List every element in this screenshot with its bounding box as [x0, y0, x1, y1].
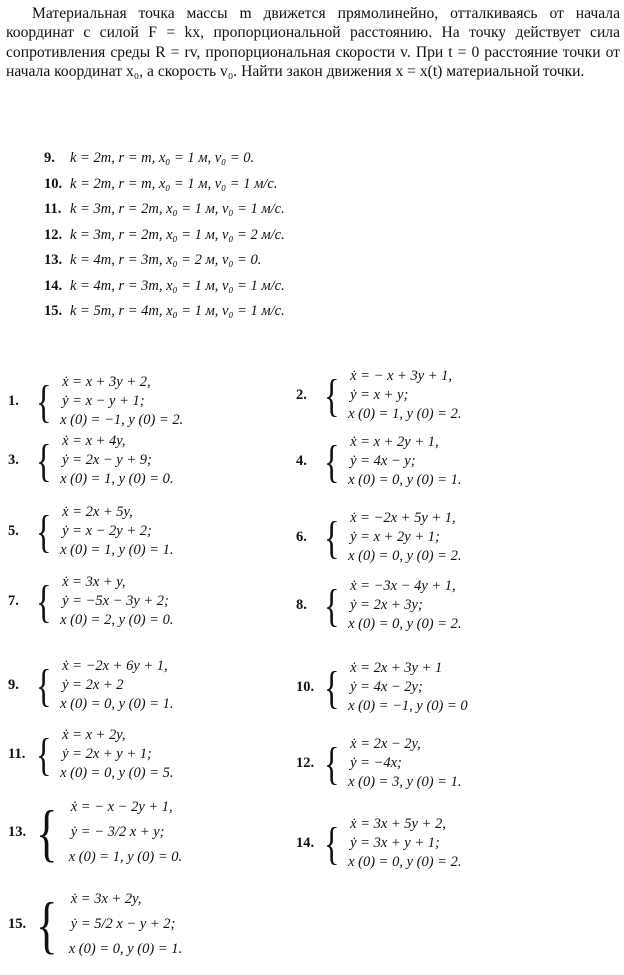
brace-icon: { [324, 737, 340, 789]
brace-icon: { [36, 505, 52, 557]
equation-x: ẋ = x + 3y + 2, [62, 374, 151, 390]
system-equations [62, 726, 173, 783]
initial-conditions: x (0) = 1, y (0) = 2. [348, 406, 462, 422]
brace-icon: { [36, 796, 58, 868]
equation-y: ẏ = x − 2y + 2; [62, 523, 152, 539]
ode-system [8, 657, 173, 714]
variant-number: 10. [44, 175, 63, 192]
system-equations [62, 432, 173, 489]
ode-system [8, 503, 173, 560]
initial-conditions: x (0) = 1, y (0) = 0. [68, 849, 183, 865]
ode-system [296, 815, 461, 872]
variant-number: 13. [44, 252, 63, 268]
brace-icon: { [36, 728, 52, 780]
equation-y: ẏ = x + y; [350, 387, 409, 403]
system-equations [62, 503, 173, 560]
ode-system [8, 726, 173, 783]
variant-row [44, 248, 564, 274]
variant-conditions: k = 2m, r = m, x₀ = 1 м, v₀ = 0. [70, 150, 255, 166]
variant-conditions: k = 4m, r = 3m, x₀ = 1 м, v₀ = 1 м/с. [70, 277, 285, 294]
variant-row [44, 274, 564, 300]
equation-x: ẋ = x + 4y, [62, 433, 126, 449]
variant-row [44, 223, 564, 249]
initial-conditions: x (0) = 3, y (0) = 1. [348, 774, 462, 790]
ode-system [296, 367, 461, 424]
system-equations [62, 573, 173, 630]
system-equations [350, 577, 461, 634]
initial-conditions: x (0) = 0, y (0) = 1. [68, 941, 183, 957]
system-equations [62, 657, 173, 714]
system-number: 2. [296, 387, 307, 403]
system-equations [350, 509, 461, 566]
brace-icon: { [36, 434, 52, 486]
equation-x: ẋ = −2x + 6y + 1, [62, 658, 168, 674]
equation-y: ẏ = 5/2 x − y + 2; [70, 916, 176, 932]
brace-icon: { [36, 888, 58, 960]
system-number: 4. [296, 453, 307, 469]
ode-system [296, 659, 468, 716]
variant-number: 12. [44, 226, 63, 243]
system-number: 15. [8, 916, 27, 932]
initial-conditions: x (0) = 0, y (0) = 2. [348, 616, 462, 632]
equation-y: ẏ = 2x + 2 [62, 677, 124, 693]
system-number: 14. [296, 835, 315, 851]
variant-number: 9. [44, 150, 55, 166]
system-equations [68, 798, 183, 867]
equation-y: ẏ = 4x − y; [350, 453, 416, 469]
system-number: 10. [296, 679, 315, 695]
variant-conditions: k = 2m, r = m, x₀ = 1 м, v₀ = 1 м/с. [70, 175, 278, 192]
variant-conditions: k = 3m, r = 2m, x₀ = 1 м, v₀ = 1 м/с. [70, 201, 285, 217]
initial-conditions: x (0) = 0, y (0) = 2. [348, 548, 462, 564]
problem-statement [6, 4, 620, 82]
variant-row [44, 197, 564, 223]
ode-system [8, 798, 182, 867]
initial-conditions: x (0) = 1, y (0) = 1. [60, 542, 174, 558]
equation-x: ẋ = 2x + 5y, [62, 504, 133, 520]
equation-y: ẏ = −4x; [350, 755, 402, 771]
equation-y: ẏ = 3x + y + 1; [350, 835, 440, 851]
system-number: 9. [8, 677, 19, 693]
variant-list [44, 146, 564, 325]
equation-x: ẋ = 3x + 2y, [70, 891, 142, 907]
system-equations [350, 815, 461, 872]
system-equations [62, 373, 183, 430]
equation-x: ẋ = −3x − 4y + 1, [350, 578, 456, 594]
brace-icon: { [36, 375, 52, 427]
system-equations [350, 367, 461, 424]
initial-conditions: x (0) = 2, y (0) = 0. [60, 612, 174, 628]
system-number: 11. [8, 746, 26, 762]
variant-conditions: k = 5m, r = 4m, x₀ = 1 м, v₀ = 1 м/с. [70, 303, 285, 319]
initial-conditions: x (0) = −1, y (0) = 0 [348, 698, 468, 714]
variant-number: 14. [44, 277, 63, 294]
brace-icon: { [324, 579, 340, 631]
system-equations [350, 735, 461, 792]
ode-system [8, 432, 173, 489]
variant-number: 11. [44, 201, 62, 217]
brace-icon: { [324, 435, 340, 487]
equation-y: ẏ = 2x + y + 1; [62, 746, 152, 762]
equation-y: ẏ = − 3/2 x + y; [70, 824, 165, 840]
initial-conditions: x (0) = 0, y (0) = 2. [348, 854, 462, 870]
system-number: 3. [8, 452, 19, 468]
equation-x: ẋ = 2x + 3y + 1 [350, 660, 443, 676]
initial-conditions: x (0) = 0, y (0) = 1. [60, 696, 174, 712]
ode-system [296, 735, 461, 792]
variant-row [44, 299, 564, 325]
system-equations [68, 890, 183, 959]
system-number: 5. [8, 523, 19, 539]
ode-system [8, 890, 182, 959]
initial-conditions: x (0) = −1, y (0) = 2. [60, 412, 184, 428]
equation-x: ẋ = 3x + 5y + 2, [350, 816, 446, 832]
equation-x: ẋ = − x + 3y + 1, [350, 368, 453, 384]
system-number: 12. [296, 755, 315, 771]
equation-y: ẏ = 2x + 3y; [350, 597, 423, 613]
equation-y: ẏ = x − y + 1; [62, 393, 145, 409]
equation-x: ẋ = − x − 2y + 1, [70, 799, 173, 815]
equation-y: ẏ = −5x − 3y + 2; [62, 593, 169, 609]
variant-row [44, 146, 564, 172]
system-number: 8. [296, 597, 307, 613]
equation-y: ẏ = x + 2y + 1; [350, 529, 440, 545]
initial-conditions: x (0) = 0, y (0) = 1. [348, 472, 462, 488]
ode-system [8, 573, 173, 630]
system-number: 7. [8, 593, 19, 609]
brace-icon: { [324, 661, 340, 713]
variant-conditions: k = 4m, r = 3m, x₀ = 2 м, v₀ = 0. [70, 252, 262, 268]
system-number: 6. [296, 529, 307, 545]
system-equations [350, 659, 468, 716]
problem-text: Материальная точка массы m движется прямолинейно, отталкиваясь от начала координат с силой F = kx, пропорциональной расстоянию. На точку действует сила сопротивления среды R = rv, пропорциональная скорости v. При t = 0 расстояние точки от начала координат x₀, а скорость v₀. Найти закон движения x = x(t) материальной точки. [6, 5, 620, 81]
system-equations [350, 433, 461, 490]
brace-icon: { [324, 511, 340, 563]
equation-x: ẋ = x + 2y + 1, [350, 434, 439, 450]
ode-system [296, 509, 461, 566]
brace-icon: { [324, 817, 340, 869]
equation-x: ẋ = −2x + 5y + 1, [350, 510, 456, 526]
brace-icon: { [324, 369, 340, 421]
system-number: 1. [8, 393, 19, 409]
brace-icon: { [36, 575, 52, 627]
ode-system [296, 433, 461, 490]
initial-conditions: x (0) = 1, y (0) = 0. [60, 471, 174, 487]
system-number: 13. [8, 824, 27, 840]
brace-icon: { [36, 659, 52, 711]
initial-conditions: x (0) = 0, y (0) = 5. [60, 765, 174, 781]
equation-y: ẏ = 4x − 2y; [350, 679, 423, 695]
variant-conditions: k = 3m, r = 2m, x₀ = 1 м, v₀ = 2 м/с. [70, 226, 285, 243]
variant-row [44, 172, 564, 198]
ode-system [8, 373, 183, 430]
equation-x: ẋ = 3x + y, [62, 574, 126, 590]
equation-y: ẏ = 2x − y + 9; [62, 452, 152, 468]
equation-x: ẋ = 2x − 2y, [350, 736, 421, 752]
ode-system [296, 577, 461, 634]
variant-number: 15. [44, 303, 63, 319]
equation-x: ẋ = x + 2y, [62, 727, 126, 743]
